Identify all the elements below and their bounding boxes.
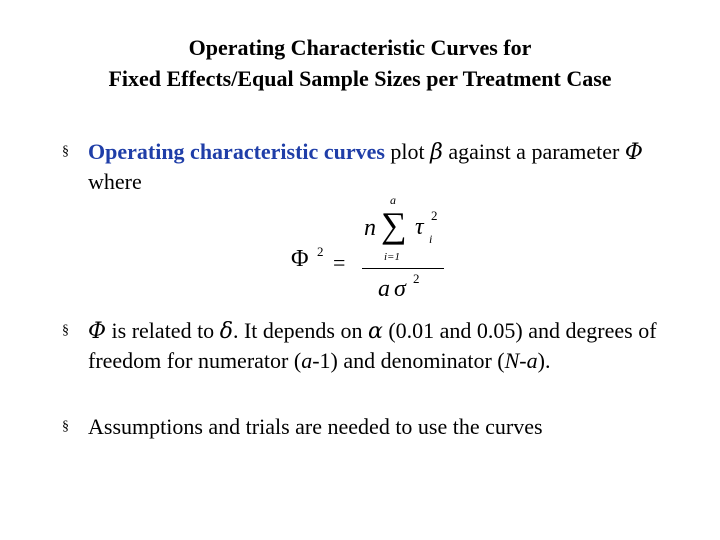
- formula-sigma-exp: 2: [413, 271, 420, 286]
- delta-symbol: δ: [219, 319, 233, 344]
- bullet-2-text-c: (0.01 and 0.05) and degrees of freedom for numerator (: [88, 318, 657, 373]
- bullet-1-text-b: against a parameter: [442, 139, 625, 164]
- formula-equals: =: [333, 250, 346, 275]
- formula-sum: ∑: [381, 205, 407, 245]
- formula-phi: Φ: [291, 246, 309, 272]
- bullet-1-text: [88, 137, 692, 196]
- bullet-1-text-c: where: [88, 169, 142, 194]
- bullet-item-3: [62, 412, 692, 441]
- bullet-2-text-b: . It depends on: [232, 318, 368, 343]
- bullet-2-text-e: ).: [537, 348, 551, 373]
- bullet-2-text-a: is related to: [106, 318, 220, 343]
- bullet-2-text: [88, 316, 692, 375]
- alpha-symbol: α: [367, 319, 383, 344]
- formula-tau: τ: [415, 214, 424, 240]
- formula-sum-lower: i=1: [384, 251, 400, 263]
- formula-tau-sub: i: [429, 232, 433, 246]
- phi-symbol: Φ: [624, 140, 643, 165]
- formula-sigma: σ: [394, 276, 406, 302]
- phi-symbol: Φ: [88, 319, 107, 344]
- bullet-item-1: [62, 137, 692, 196]
- formula-n: n: [364, 215, 376, 241]
- title-line-1: Operating Characteristic Curves for: [188, 35, 532, 60]
- square-bullet-icon: §: [62, 323, 69, 338]
- fraction-bar: [362, 268, 444, 269]
- beta-symbol: β: [430, 140, 443, 165]
- formula-a: a: [378, 276, 390, 302]
- slide-title: [0, 32, 720, 94]
- formula-tau-exp: 2: [431, 208, 438, 223]
- bullet-1-text-a: plot: [384, 139, 431, 164]
- square-bullet-icon: §: [62, 419, 69, 434]
- bullet-item-2: [62, 316, 692, 375]
- square-bullet-icon: §: [62, 144, 69, 159]
- formula-phi-exp: 2: [317, 244, 324, 259]
- denominator-df: N-a: [504, 348, 538, 373]
- numerator-df-a: a: [301, 348, 313, 373]
- term-highlight: Operating characteristic curves: [88, 139, 385, 164]
- bullet-2-text-d: -1) and denominator (: [312, 348, 505, 373]
- bullet-3-text: Assumptions and trials are needed to use the curves: [88, 414, 543, 439]
- title-line-2: Fixed Effects/Equal Sample Sizes per Treatment Case: [108, 66, 612, 91]
- formula-sum-upper: a: [390, 193, 396, 207]
